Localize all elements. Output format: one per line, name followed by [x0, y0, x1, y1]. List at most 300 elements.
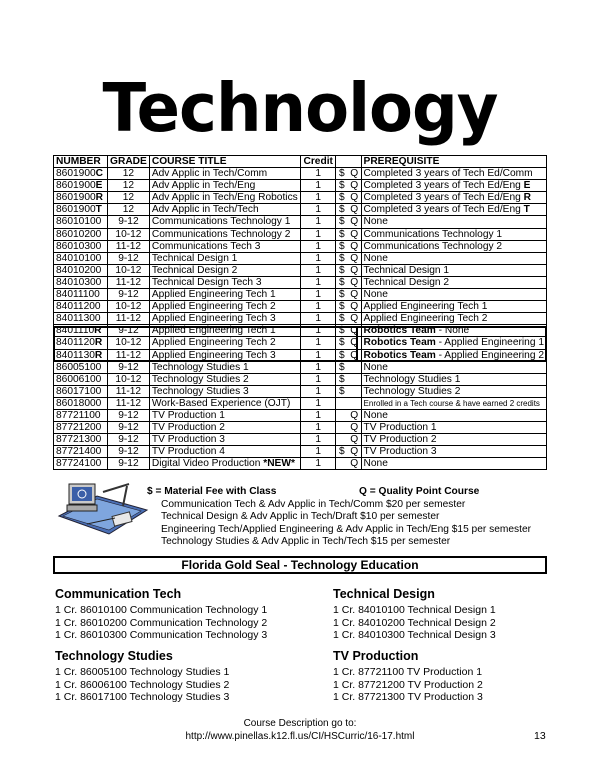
cell-text: 1 — [315, 240, 322, 252]
course-table-body — [54, 168, 547, 470]
course-number-cell — [54, 397, 108, 409]
cell-text: 1 — [315, 289, 322, 301]
cell-text: Technology Studies 2 — [151, 373, 249, 385]
course-title-cell — [149, 458, 301, 470]
cell-text: 1 — [315, 252, 322, 264]
cell-text: 1 — [315, 446, 322, 458]
list-item: 1 Cr. 84010100 Technical Design 1 — [333, 604, 496, 616]
cell-text: $ — [339, 252, 345, 264]
grade-cell — [108, 325, 150, 337]
section-title: Communication Tech — [55, 587, 182, 601]
cell-text: Technology Studies 1 — [363, 373, 461, 385]
cell-text: 1 — [315, 216, 322, 228]
list-item: 1 Cr. 84010300 Technical Design 3 — [333, 629, 496, 642]
cell-text: 1 — [315, 458, 322, 470]
col-header-grade: GRADE — [108, 156, 150, 168]
cell-text: 11-12 — [115, 349, 142, 361]
cell-text: 8601900 — [56, 192, 96, 204]
cell-text: Applied Engineering Tech 3 — [151, 313, 276, 325]
cell-text: R — [95, 192, 104, 204]
fee-cell — [335, 228, 347, 240]
table-row — [54, 361, 547, 373]
quality-cell — [348, 228, 361, 240]
section-technical-design — [333, 587, 496, 642]
table-row — [54, 446, 547, 458]
course-number-cell — [54, 446, 108, 458]
course-number-cell — [54, 313, 108, 325]
cell-text: T — [523, 204, 530, 216]
cell-text: 84010200 — [56, 264, 102, 276]
cell-text: Q — [350, 409, 359, 421]
cell-text: E — [523, 180, 531, 192]
fee-line: Technology Studies & Adv Applic in Tech/Tech $15 per semester — [161, 536, 451, 547]
prerequisite-cell — [361, 216, 546, 228]
cell-text: Q — [350, 434, 359, 446]
grade-cell — [108, 276, 150, 288]
course-title-cell — [149, 168, 301, 180]
cell-text: Technology Studies 3 — [151, 385, 249, 397]
credit-cell — [301, 349, 335, 361]
cell-text: Q — [350, 276, 359, 288]
course-number-cell — [54, 168, 108, 180]
grade-cell — [108, 349, 150, 361]
col-header-fee — [335, 156, 361, 168]
cell-text: TV Production 1 — [151, 409, 225, 421]
cell-text: 8601900 — [56, 168, 96, 180]
cell-text: Completed 3 years of Tech Ed/Eng — [363, 192, 524, 204]
credit-cell — [301, 264, 335, 276]
cell-text: 1 — [315, 409, 322, 421]
cell-text: Communications Technology 1 — [363, 228, 503, 240]
table-row — [54, 397, 547, 409]
credit-cell — [301, 276, 335, 288]
cell-text: 9-12 — [118, 422, 139, 434]
cell-text: Technical Design 2 — [363, 276, 450, 288]
cell-text: 1 — [315, 228, 322, 240]
table-row — [54, 409, 547, 421]
cell-text: 12 — [122, 204, 135, 216]
cell-text: E — [95, 180, 103, 192]
section-title: Technology Studies — [55, 649, 173, 663]
cell-text: 1 — [315, 373, 322, 385]
cell-text: Q — [350, 240, 359, 252]
cell-text: 11-12 — [115, 397, 142, 409]
quality-cell — [348, 289, 361, 301]
credit-cell — [301, 409, 335, 421]
cell-text: TV Production 3 — [151, 434, 225, 446]
course-number-cell — [54, 204, 108, 216]
quality-cell — [348, 434, 361, 446]
cell-text: 87721300 — [56, 434, 102, 446]
cell-text: 10-12 — [115, 373, 142, 385]
fee-cell — [335, 397, 347, 409]
cell-text: Q — [350, 301, 359, 313]
cell-text: Q — [350, 458, 359, 470]
course-title-cell — [149, 337, 301, 349]
table-row — [54, 204, 547, 216]
cell-text: Q — [350, 204, 359, 216]
cell-text: 86018000 — [56, 397, 102, 409]
credit-cell — [301, 168, 335, 180]
section-tv-production — [333, 649, 483, 704]
course-number-cell — [54, 240, 108, 252]
course-number-cell — [54, 276, 108, 288]
course-title-cell — [149, 422, 301, 434]
quality-cell — [348, 361, 361, 373]
cell-text: 1 — [315, 422, 322, 434]
course-number-cell — [54, 180, 108, 192]
course-number-cell — [54, 301, 108, 313]
cell-text: 9-12 — [118, 216, 139, 228]
prerequisite-cell — [361, 373, 546, 385]
course-number-cell — [54, 373, 108, 385]
grade-cell — [108, 301, 150, 313]
prerequisite-cell — [361, 361, 546, 373]
cell-text: 1 — [315, 349, 322, 361]
list-item: 1 Cr. 86006100 Technology Studies 2 — [55, 678, 230, 691]
fee-cell — [335, 361, 347, 373]
cell-text: 12 — [122, 180, 135, 192]
cell-text: Q — [350, 446, 359, 458]
quality-cell — [348, 349, 361, 361]
cell-text: Adv Applic in Tech/Comm — [151, 168, 268, 180]
prerequisite-cell — [361, 168, 546, 180]
cell-text: 86010200 — [56, 228, 102, 240]
prerequisite-cell — [361, 409, 546, 421]
cell-text: None — [363, 216, 388, 228]
cell-text: 1 — [315, 180, 322, 192]
cell-text: 10-12 — [115, 228, 142, 240]
cell-text: 11-12 — [115, 313, 142, 325]
course-title-cell — [149, 204, 301, 216]
grade-cell — [108, 204, 150, 216]
cell-text: - Applied Engineering 2 — [435, 349, 544, 361]
grade-cell — [108, 397, 150, 409]
prerequisite-cell — [361, 397, 546, 409]
credit-cell — [301, 422, 335, 434]
cell-text: Q — [350, 168, 359, 180]
cell-text: Q — [350, 313, 359, 325]
cell-text: Q — [350, 349, 359, 361]
cell-text: 10-12 — [115, 337, 142, 349]
quality-cell — [348, 264, 361, 276]
course-number-cell — [54, 349, 108, 361]
cell-text: 12 — [122, 168, 135, 180]
cell-text: Q — [350, 337, 359, 349]
cell-text: Communications Technology 2 — [363, 240, 503, 252]
grade-cell — [108, 313, 150, 325]
cell-text: *NEW* — [263, 458, 295, 470]
table-row — [54, 337, 547, 349]
cell-text: $ — [339, 325, 345, 337]
cell-text: 86010300 — [56, 240, 102, 252]
cell-text: 8601900 — [56, 180, 96, 192]
section-title: TV Production — [333, 649, 419, 663]
course-number-cell — [54, 422, 108, 434]
fee-cell — [335, 216, 347, 228]
table-row — [54, 264, 547, 276]
cell-text: $ — [339, 228, 345, 240]
grade-cell — [108, 216, 150, 228]
cell-text: - Applied Engineering 1 — [435, 337, 544, 349]
cell-text: $ — [339, 264, 345, 276]
cell-text: - None — [435, 325, 470, 337]
grade-cell — [108, 180, 150, 192]
table-row — [54, 301, 547, 313]
list-item: 1 Cr. 86017100 Technology Studies 3 — [55, 691, 230, 704]
cell-text: 86005100 — [56, 361, 102, 373]
table-row — [54, 434, 547, 446]
cell-text: Q — [350, 180, 359, 192]
cell-text: Applied Engineering Tech 2 — [363, 313, 488, 325]
cell-text: TV Production 3 — [363, 446, 437, 458]
cell-text: $ — [339, 168, 345, 180]
cell-text: None — [363, 289, 388, 301]
course-number-cell — [54, 216, 108, 228]
quality-cell — [348, 180, 361, 192]
cell-text: 10-12 — [115, 264, 142, 276]
course-title-cell — [149, 240, 301, 252]
prerequisite-cell — [361, 264, 546, 276]
cell-text: 12 — [122, 192, 135, 204]
cell-text: R — [94, 349, 103, 361]
table-row — [54, 168, 547, 180]
cell-text: $ — [339, 216, 345, 228]
table-row — [54, 252, 547, 264]
cell-text: 84011300 — [56, 313, 101, 325]
fee-line: Technical Design & Adv Applic in Tech/Draft $10 per semester — [161, 511, 440, 522]
fee-cell — [335, 409, 347, 421]
cell-text: $ — [339, 276, 345, 288]
cell-text: $ — [339, 180, 345, 192]
table-row — [54, 422, 547, 434]
cell-text: Technical Design Tech 3 — [151, 276, 262, 288]
prerequisite-cell — [361, 313, 546, 325]
quality-cell — [348, 397, 361, 409]
page-number: 13 — [534, 730, 546, 742]
course-title-cell — [149, 228, 301, 240]
cell-text: 1 — [315, 264, 322, 276]
prerequisite-cell — [361, 252, 546, 264]
cell-text: 1 — [315, 434, 322, 446]
cell-text: Technology Studies 2 — [363, 385, 461, 397]
course-number-cell — [54, 325, 108, 337]
col-header-credit: Credit — [301, 156, 335, 168]
quality-cell — [348, 325, 361, 337]
cell-text: Applied Engineering Tech 1 — [151, 325, 276, 337]
cell-text: 1 — [315, 313, 322, 325]
col-header-title: COURSE TITLE — [149, 156, 301, 168]
credit-cell — [301, 228, 335, 240]
course-title-cell — [149, 289, 301, 301]
cell-text: 11-12 — [115, 240, 142, 252]
course-title-cell — [149, 192, 301, 204]
quality-cell — [348, 313, 361, 325]
course-title-cell — [149, 216, 301, 228]
credit-cell — [301, 446, 335, 458]
table-row — [54, 192, 547, 204]
cell-text: 11-12 — [115, 385, 142, 397]
quality-cell — [348, 301, 361, 313]
cell-text: 84011200 — [56, 301, 101, 313]
cell-text: Robotics Team — [363, 325, 436, 337]
cell-text: Digital Video Production — [151, 458, 264, 470]
cell-text: 9-12 — [118, 325, 139, 337]
cell-text: Communications Technology 1 — [151, 216, 291, 228]
cell-text: Communications Technology 2 — [151, 228, 291, 240]
quality-cell — [348, 168, 361, 180]
course-title-cell — [149, 361, 301, 373]
cell-text: R — [94, 337, 103, 349]
cell-text: TV Production 2 — [363, 434, 437, 446]
course-title-cell — [149, 385, 301, 397]
course-number-cell — [54, 409, 108, 421]
course-title-cell — [149, 180, 301, 192]
cell-text: Q — [350, 325, 359, 337]
course-title-cell — [149, 409, 301, 421]
course-title-cell — [149, 313, 301, 325]
fee-cell — [335, 180, 347, 192]
list-item: 1 Cr. 87721300 TV Production 3 — [333, 691, 483, 704]
course-number-cell — [54, 264, 108, 276]
course-description-link[interactable]: http://www.pinellas.k12.fl.us/CI/HSCurric/16-17.html — [185, 731, 415, 742]
grade-cell — [108, 252, 150, 264]
cell-text: Applied Engineering Tech 3 — [151, 349, 276, 361]
cell-text: Work-Based Experience (OJT) — [151, 397, 291, 409]
cell-text: $ — [339, 373, 345, 385]
cell-text: 8401110 — [56, 325, 95, 337]
cell-text: Applied Engineering Tech 2 — [151, 337, 276, 349]
cell-text: $ — [339, 313, 345, 325]
table-row — [54, 240, 547, 252]
course-title-cell — [149, 325, 301, 337]
quality-cell — [348, 458, 361, 470]
cell-text: $ — [339, 240, 345, 252]
fee-cell — [335, 349, 347, 361]
cell-text: 8401130 — [56, 349, 95, 361]
credit-cell — [301, 204, 335, 216]
credit-cell — [301, 385, 335, 397]
fee-cell — [335, 204, 347, 216]
credit-cell — [301, 240, 335, 252]
course-title-cell — [149, 276, 301, 288]
cell-text: Communications Tech 3 — [151, 240, 261, 252]
cell-text: 84010300 — [56, 276, 102, 288]
course-title-cell — [149, 434, 301, 446]
credit-cell — [301, 361, 335, 373]
footer-caption: Course Description go to: — [243, 718, 357, 729]
cell-text: 84011100 — [56, 289, 100, 301]
cell-text: Enrolled in a Tech course & have earned 2 credits — [363, 398, 540, 408]
grade-cell — [108, 422, 150, 434]
prerequisite-cell — [361, 289, 546, 301]
cell-text: $ — [339, 385, 345, 397]
fee-cell — [335, 446, 347, 458]
fee-cell — [335, 313, 347, 325]
grade-cell — [108, 289, 150, 301]
fee-cell — [335, 325, 347, 337]
credit-cell — [301, 434, 335, 446]
prerequisite-cell — [361, 228, 546, 240]
course-title-cell — [149, 349, 301, 361]
cell-text: 8601900 — [56, 204, 96, 216]
cell-text: C — [95, 168, 104, 180]
cell-text: Adv Applic in Tech/Eng Robotics — [151, 192, 298, 204]
section-technology-studies — [55, 649, 229, 704]
course-title-cell — [149, 446, 301, 458]
credit-cell — [301, 252, 335, 264]
fee-cell — [335, 168, 347, 180]
grade-cell — [108, 446, 150, 458]
legend — [147, 486, 547, 549]
cell-text: 1 — [315, 337, 322, 349]
credit-cell — [301, 289, 335, 301]
grade-cell — [108, 373, 150, 385]
cell-text: 87721400 — [56, 446, 102, 458]
cell-text: Adv Applic in Tech/Eng — [151, 180, 256, 192]
cell-text: $ — [339, 361, 345, 373]
cell-text: 9-12 — [118, 446, 139, 458]
quality-cell — [348, 192, 361, 204]
fee-cell — [335, 458, 347, 470]
cell-text: None — [363, 409, 388, 421]
cell-text: Q — [350, 422, 359, 434]
section-title: Technical Design — [333, 587, 435, 601]
list-item: 1 Cr. 84010200 Technical Design 2 — [333, 616, 496, 629]
cell-text: Completed 3 years of Tech Ed/Eng — [363, 204, 524, 216]
cell-text: 84010100 — [56, 252, 102, 264]
page-title: Technology — [102, 70, 498, 148]
cell-text: R — [94, 325, 102, 337]
cell-text: None — [363, 252, 388, 264]
cell-text: TV Production 2 — [151, 422, 225, 434]
col-header-prereq: PREREQUISITE — [361, 156, 546, 168]
cell-text: 1 — [315, 192, 322, 204]
quality-cell — [348, 373, 361, 385]
grade-cell — [108, 385, 150, 397]
cell-text: 1 — [315, 385, 322, 397]
prerequisite-cell — [361, 325, 546, 337]
prerequisite-cell — [361, 446, 546, 458]
cell-text: Q — [350, 192, 359, 204]
course-title-cell — [149, 397, 301, 409]
course-number-cell — [54, 434, 108, 446]
table-row — [54, 458, 547, 470]
cell-text: None — [363, 361, 388, 373]
cell-text: 1 — [315, 276, 322, 288]
course-title-cell — [149, 264, 301, 276]
quality-cell — [348, 276, 361, 288]
cell-text: 1 — [315, 325, 322, 337]
cell-text: 9-12 — [118, 458, 139, 470]
quality-cell — [348, 252, 361, 264]
cell-text: 9-12 — [118, 434, 139, 446]
cell-text: 1 — [315, 397, 322, 409]
cell-text: Robotics Team — [363, 349, 436, 361]
table-row — [54, 228, 547, 240]
fee-cell — [335, 373, 347, 385]
grade-cell — [108, 409, 150, 421]
cell-text: Technology Studies 1 — [151, 361, 249, 373]
cell-text: $ — [339, 301, 345, 313]
cell-text: Applied Engineering Tech 2 — [151, 301, 276, 313]
cell-text: None — [363, 458, 388, 470]
fee-line: Engineering Tech/Applied Engineering & Adv Applic in Tech/Eng $15 per semester — [161, 523, 532, 535]
cell-text: Technical Design 1 — [363, 264, 450, 276]
cell-text: $ — [339, 349, 345, 361]
cell-text: 1 — [315, 168, 322, 180]
cell-text: Adv Applic in Tech/Tech — [151, 204, 259, 216]
